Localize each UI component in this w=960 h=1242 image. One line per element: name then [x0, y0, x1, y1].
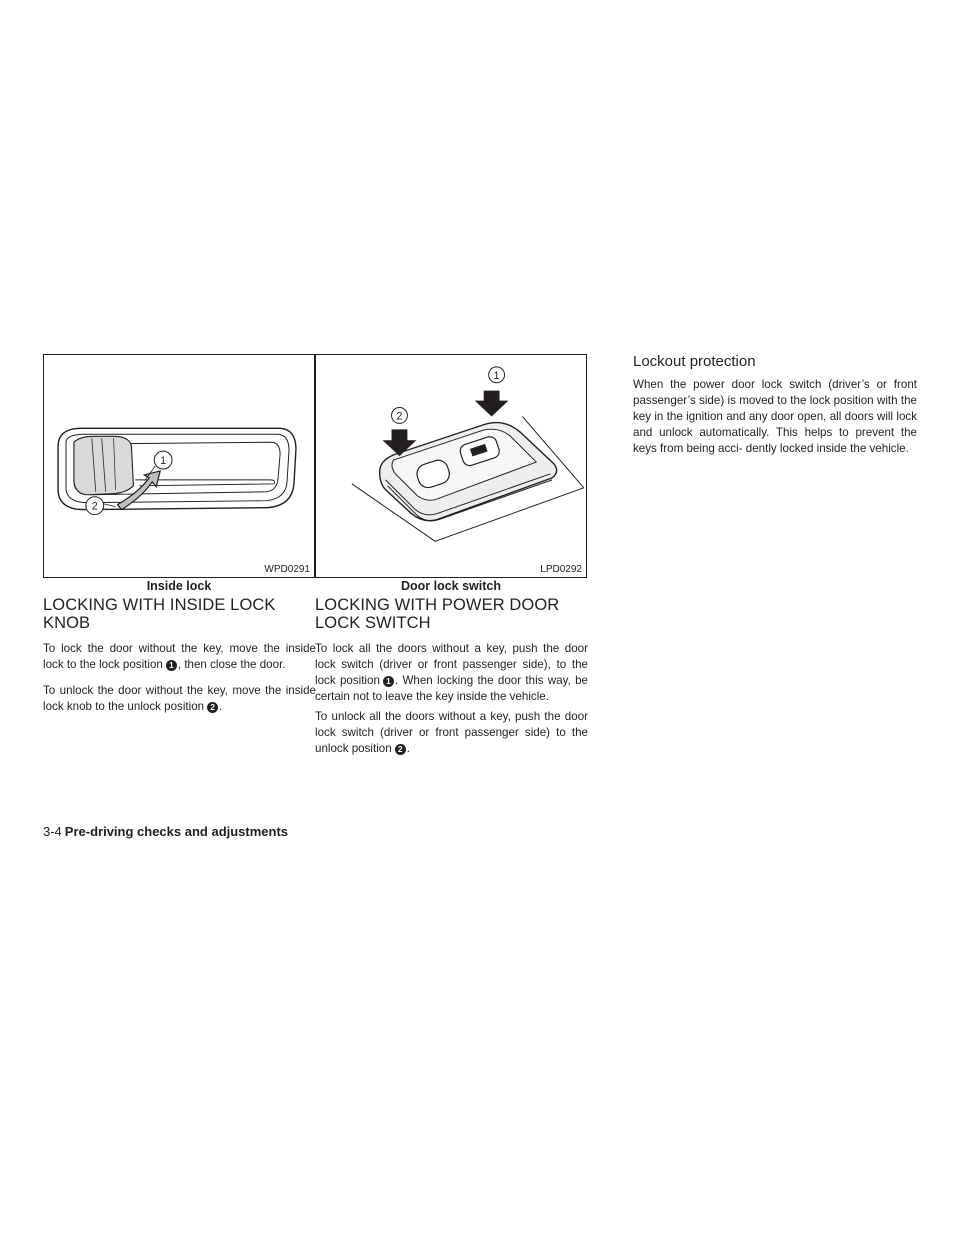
marker-2-icon: 2: [395, 744, 406, 755]
power-lock-paragraph-2: To unlock all the doors without a key, push the door lock switch (driver or front passenger side) to the unlock position 2 .: [315, 710, 588, 755]
heading-inside-lock-knob: LOCKING WITH INSIDE LOCK KNOB: [43, 596, 276, 632]
figure1-code: WPD0291: [264, 564, 310, 575]
door-lock-switch-illustration: [316, 355, 586, 577]
marker-2-icon: 2: [207, 702, 218, 713]
inside-lock-paragraph-1: To lock the door without the key, move the inside lock to the lock position 1 , then close the door.: [43, 642, 316, 671]
figure1-marker-1: 1: [160, 455, 167, 468]
heading-lockout-protection: Lockout protection: [633, 353, 756, 370]
marker-1-icon: 1: [166, 660, 177, 671]
figure2-caption: Door lock switch: [400, 579, 502, 593]
figure2-code: LPD0292: [540, 564, 582, 575]
figure-door-lock-switch: [315, 354, 587, 578]
marker-1-icon: 1: [383, 676, 394, 687]
figure-inside-lock: [43, 354, 315, 578]
figure2-marker-1: 1: [493, 369, 500, 382]
page-number: 3-4: [43, 824, 62, 839]
inside-lock-paragraph-2: To unlock the door without the key, move the inside lock knob to the unlock position 2 .: [43, 684, 316, 713]
figure2-marker-2: 2: [396, 410, 403, 423]
section-title: Pre-driving checks and adjustments: [64, 824, 289, 839]
figure1-marker-2: 2: [91, 500, 98, 513]
inside-lock-illustration: [44, 355, 314, 577]
figure1-caption: Inside lock: [146, 579, 212, 593]
heading-power-door-lock-switch: LOCKING WITH POWER DOOR LOCK SWITCH: [315, 596, 560, 632]
lockout-protection-paragraph: When the power door lock switch (driver’s or front passenger’s side) is moved to the lock position with the key in the ignition and any door open, all doors will lock and unlock automatically. This helps to prevent the keys from being acci- dently locked inside the vehicle.: [633, 378, 917, 455]
power-lock-paragraph-1: To lock all the doors without a key, push the door lock switch (driver or front passenger side), to the lock position 1 . When locking the door this way, be certain not to leave the key inside the vehicle.: [315, 642, 588, 703]
page-footer: [43, 824, 288, 839]
